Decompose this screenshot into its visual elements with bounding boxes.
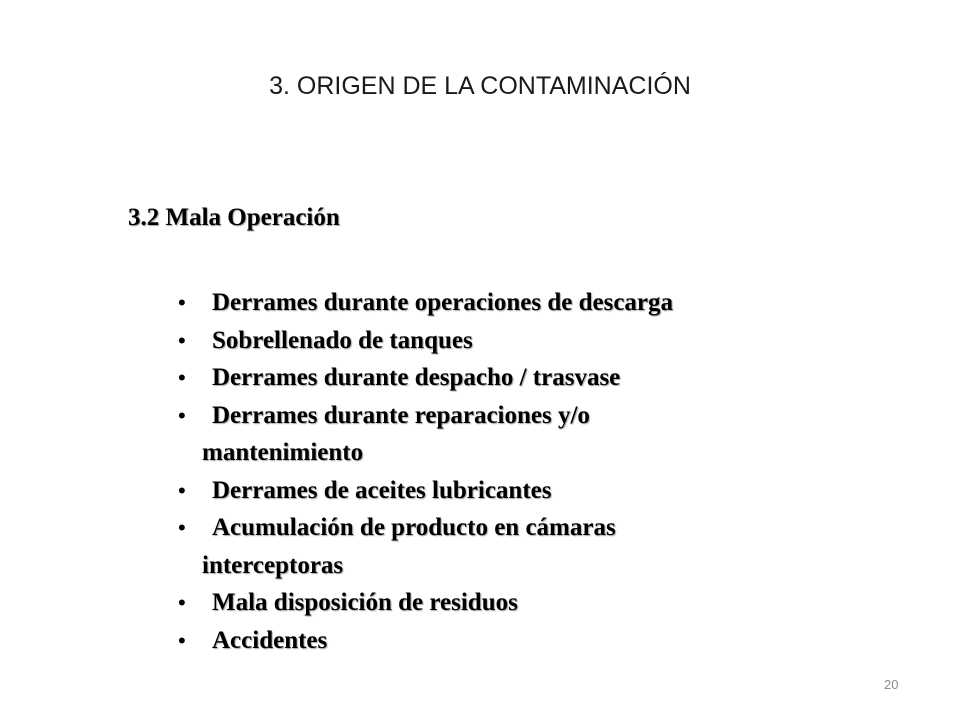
- bullet-icon: •: [178, 402, 186, 428]
- list-item: [178, 472, 878, 510]
- list-item: [178, 284, 878, 322]
- bullet-icon: •: [178, 290, 186, 315]
- list-item: [178, 397, 878, 472]
- bullet-icon: •: [178, 515, 186, 540]
- list-item-text: Derrames durante reparaciones y/o: [212, 401, 590, 429]
- page-number: 20: [884, 677, 899, 692]
- bullet-icon: •: [178, 590, 186, 615]
- list-item-continuation: interceptoras: [202, 551, 344, 579]
- list-item: [178, 322, 878, 360]
- list-item-text: Derrames de aceites lubricantes: [212, 476, 552, 504]
- list-item: [178, 509, 878, 584]
- list-item-text: Mala disposición de residuos: [212, 589, 518, 616]
- bullet-list: [178, 284, 878, 659]
- list-item-text: Derrames durante despacho / trasvase: [212, 364, 621, 391]
- list-item-text: Derrames durante operaciones de descarga: [212, 289, 674, 316]
- bullet-icon: •: [178, 365, 186, 390]
- bullet-icon: •: [178, 627, 186, 653]
- section-subheading: 3.2 Mala Operación: [128, 204, 340, 231]
- list-item-text: Sobrellenado de tanques: [212, 326, 473, 354]
- list-item: [178, 359, 878, 397]
- list-item-text: Accidentes: [212, 626, 328, 654]
- list-item-text: Acumulación de producto en cámaras: [212, 514, 616, 541]
- list-item-continuation: mantenimiento: [202, 439, 364, 466]
- list-item: [178, 584, 878, 622]
- bullet-icon: •: [178, 477, 186, 503]
- bullet-icon: •: [178, 327, 186, 353]
- slide-title: 3. ORIGEN DE LA CONTAMINACIÓN: [269, 72, 691, 100]
- list-item: [178, 622, 878, 660]
